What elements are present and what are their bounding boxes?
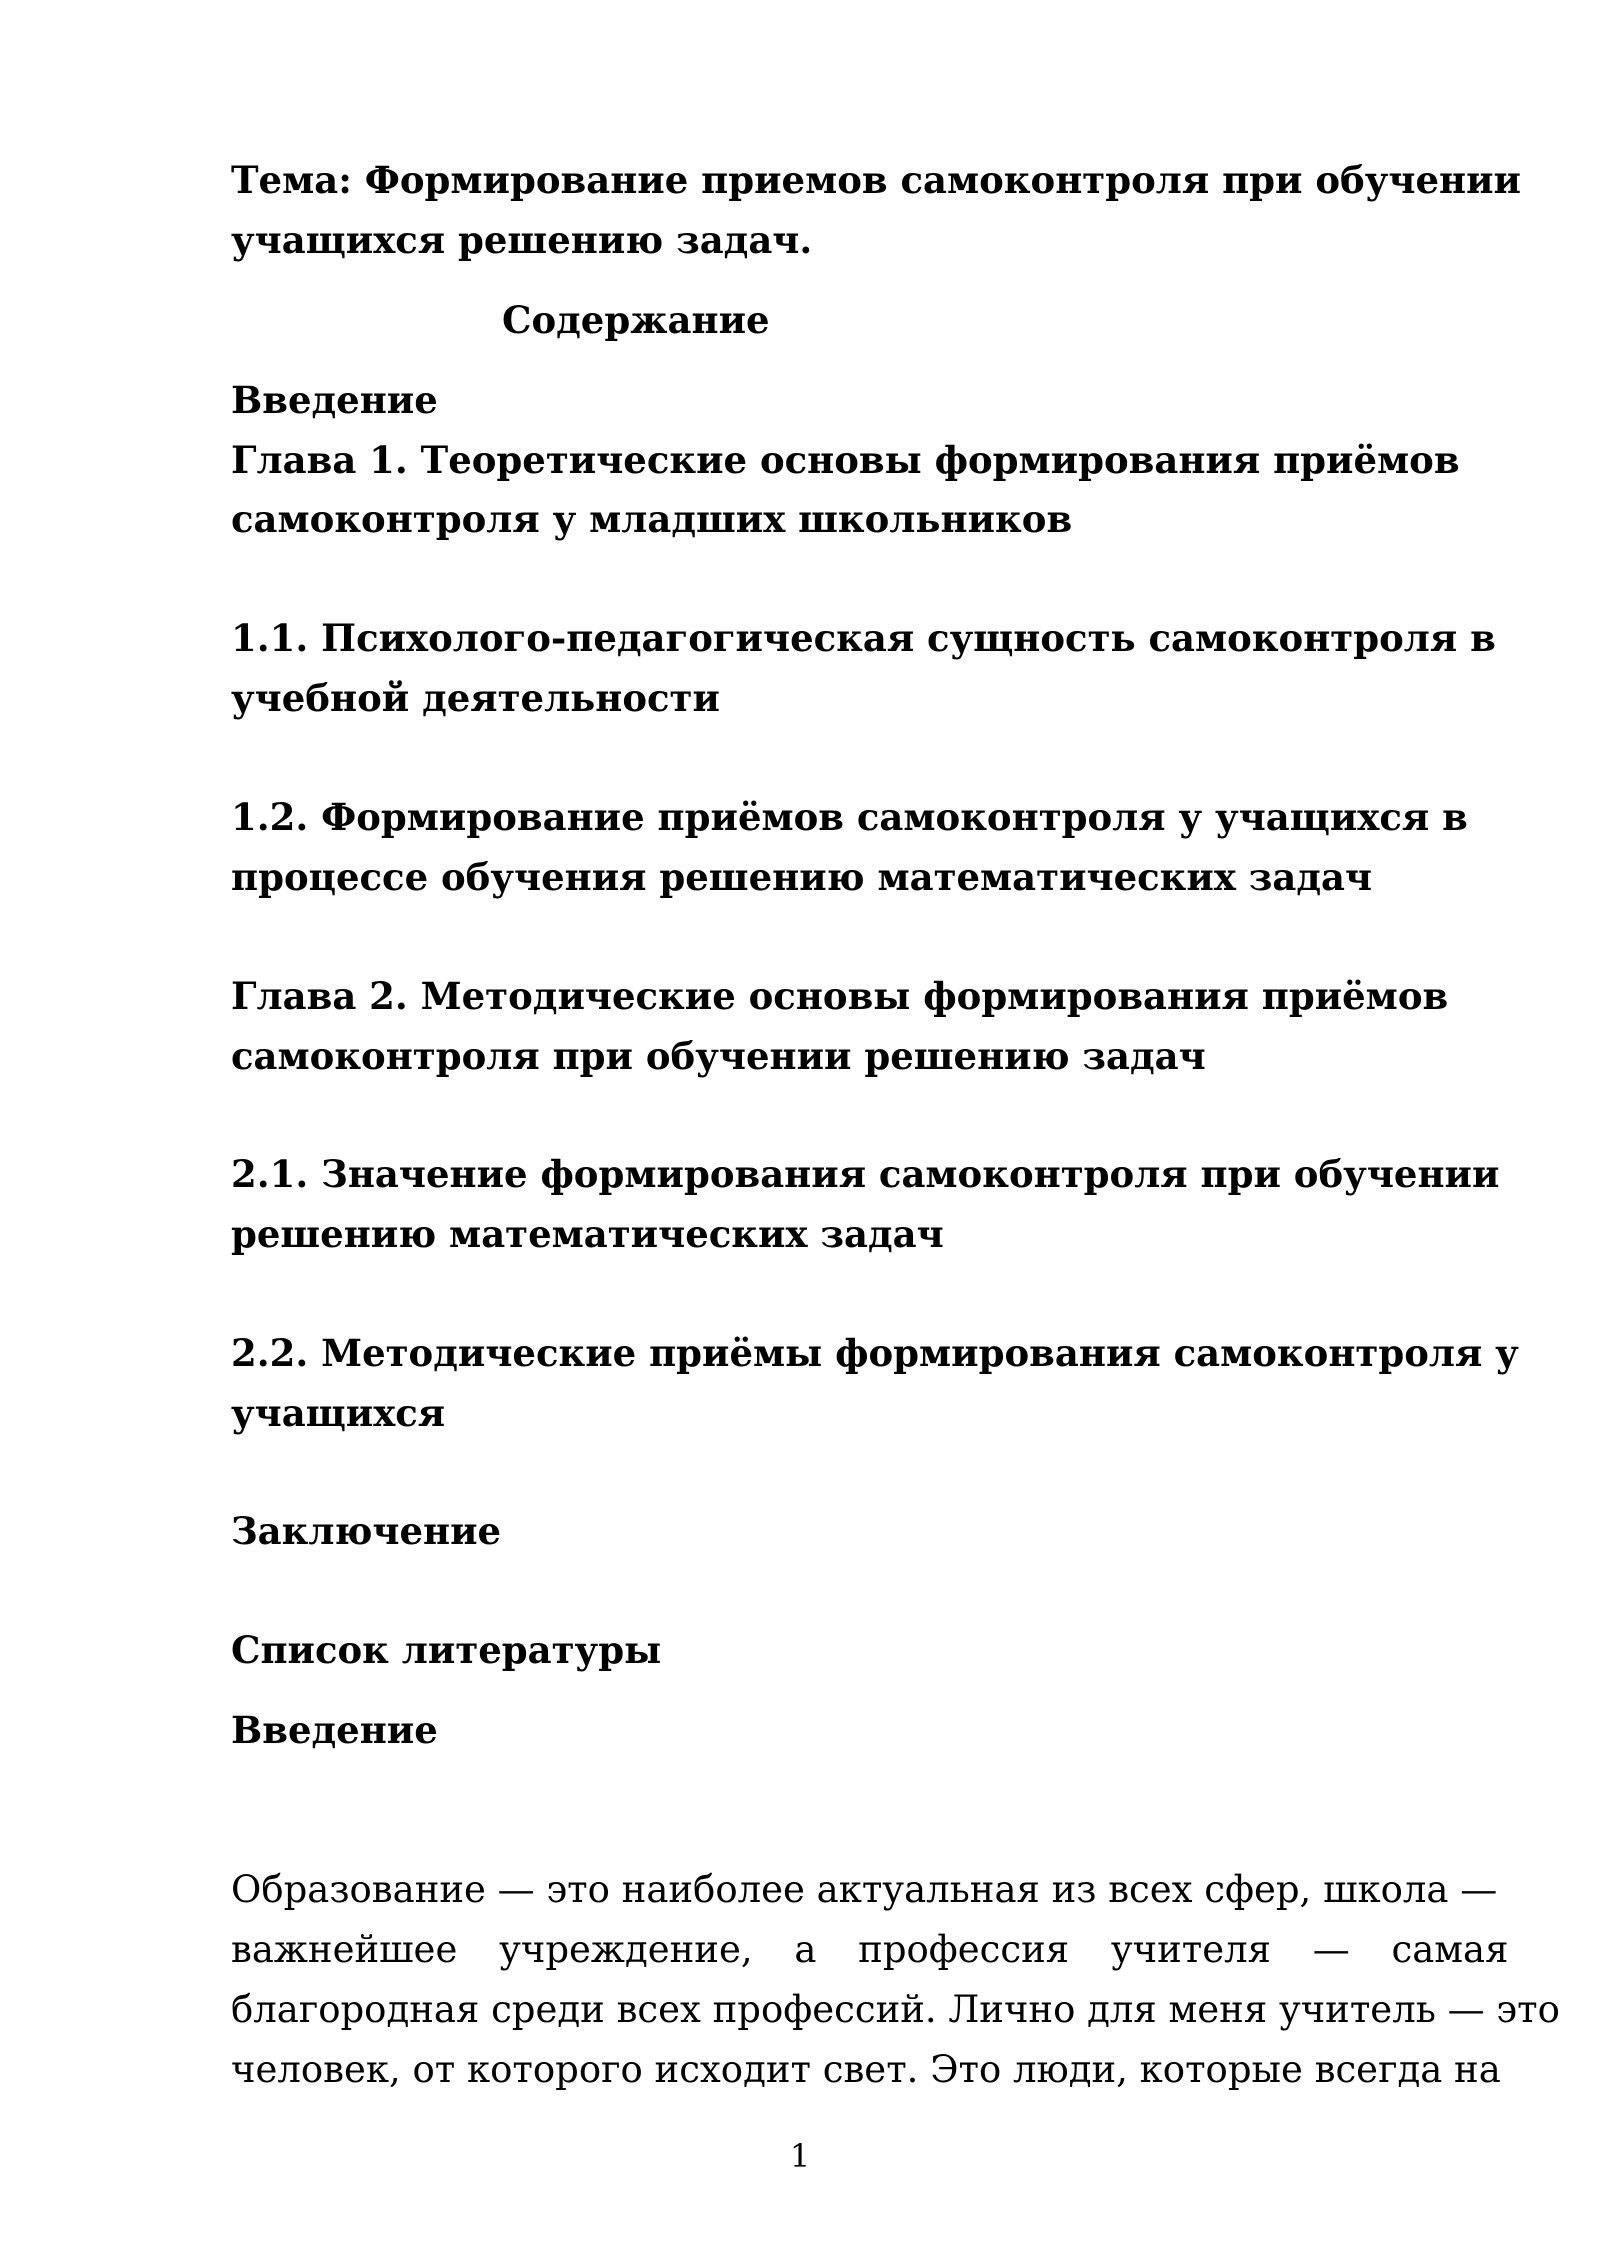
paragraph-line: человек, от которого исходит свет. Это люди, которые всегда на [231,2048,1501,2091]
paragraph-line: Образование — это наиболее актуальная из всех сфер, школа — [231,1868,1498,1911]
paragraph-line: важнейшее учреждение, а профессия учителя — самая [231,1928,1509,1971]
toc-item-section-2-2-line-1: 2.2. Методические приёмы формирования самоконтроля у [231,1331,1519,1375]
toc-item-section-1-2-line-1: 1.2. Формирование приёмов самоконтроля у учащихся в [231,795,1468,839]
topic-line-1: Тема: Формирование приемов самоконтроля при обучении [231,158,1521,202]
toc-item-section-1-1-line-2: учебной деятельности [231,676,720,720]
introduction-paragraph [231,1860,1560,2100]
toc-item-chapter-1-line-2: самоконтроля у младших школьников [231,497,1073,541]
paragraph-line: благородная среди всех профессий. Лично для меня учитель — это [231,1988,1560,2031]
toc-item-introduction: Введение [231,378,438,422]
toc-item-section-1-1-line-1: 1.1. Психолого-педагогическая сущность самоконтроля в [231,616,1496,660]
toc-item-section-2-2-line-2: учащихся [231,1391,446,1435]
contents-heading: Содержание [502,298,770,342]
introduction-heading: Введение [231,1708,438,1752]
page-number: 1 [789,2137,811,2175]
toc-item-section-2-1-line-2: решению математических задач [231,1212,944,1256]
toc-item-section-2-1-line-1: 2.1. Значение формирования самоконтроля при обучении [231,1152,1500,1196]
toc-item-chapter-2-line-2: самоконтроля при обучении решению задач [231,1034,1206,1078]
topic-line-2: учащихся решению задач. [231,218,813,262]
toc-item-conclusion: Заключение [231,1509,502,1553]
toc-item-bibliography: Список литературы [231,1628,662,1672]
toc-item-section-1-2-line-2: процессе обучения решению математических задач [231,855,1373,899]
toc-item-chapter-2-line-1: Глава 2. Методические основы формирования приёмов [231,974,1449,1018]
toc-item-chapter-1-line-1: Глава 1. Теоретические основы формирования приёмов [231,438,1460,482]
